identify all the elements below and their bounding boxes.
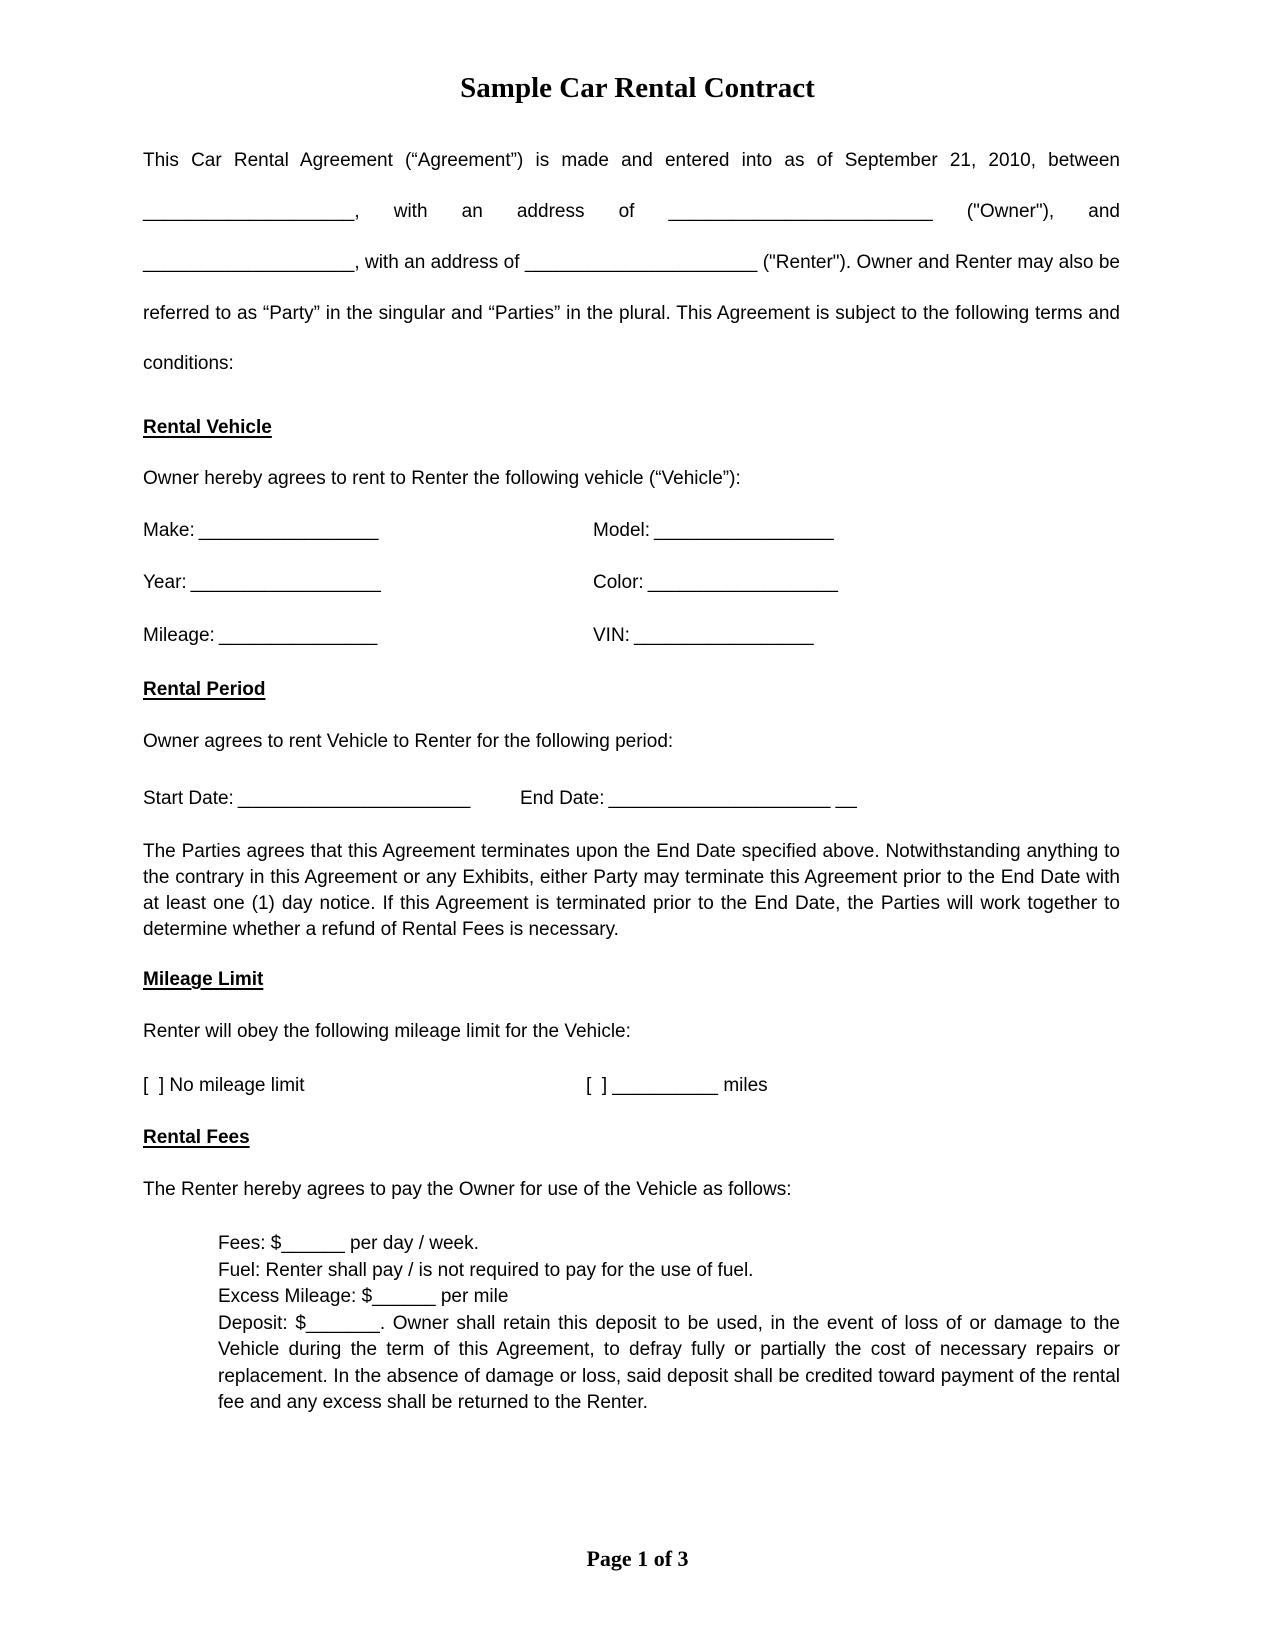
intro-line-5: conditions: [143, 353, 234, 374]
year-blank: __________________ [190, 572, 381, 593]
rental-fees-detail-block [218, 1231, 1120, 1417]
deposit-paragraph: Deposit: $_______. Owner shall retain this deposit to be used, in the event of loss of or damage to the Vehicle during the term of this Agreement, to defray fully or partially the cost of necessary repairs or replacement. In the absence of damage or loss, said deposit shall be credited toward payment of the rental fee and any excess shall be returned to the Renter. [218, 1312, 1120, 1413]
page-number: Page 1 of 3 [586, 1546, 689, 1571]
intro-line-4: referred to as “Party” in the singular and “Parties” in the plural. This Agreement is subject to the following terms and [143, 303, 1120, 324]
section-heading-rental-vehicle [143, 417, 1120, 439]
intro-line-2: ____________________, with an address of _________________________ ("Owner"), and [143, 201, 1120, 222]
vin-label: VIN: [593, 625, 630, 646]
color-field [593, 572, 838, 594]
mileage-limit-heading-text: Mileage Limit [143, 969, 264, 990]
end-date-blank: _____________________ __ [608, 788, 857, 809]
vehicle-mileage-vin-row [143, 625, 1120, 647]
vin-blank: _________________ [633, 625, 814, 646]
start-date-field [143, 788, 470, 809]
end-date-field [520, 788, 857, 810]
mileage-blank: _______________ [218, 625, 378, 646]
rental-period-intro: Owner agrees to rent Vehicle to Renter for the following period: [143, 731, 674, 752]
section-heading-mileage-limit [143, 969, 1120, 991]
fuel-line: Fuel: Renter shall pay / is not required to pay for the use of fuel. [218, 1259, 754, 1281]
mileage-limit-intro: Renter will obey the following mileage limit for the Vehicle: [143, 1021, 631, 1042]
make-field [143, 520, 378, 541]
contract-title: Sample Car Rental Contract [460, 72, 815, 104]
rental-vehicle-intro: Owner hereby agrees to rent to Renter the following vehicle (“Vehicle”): [143, 468, 741, 489]
rental-period-heading-text: Rental Period [143, 679, 266, 700]
start-date-blank: ______________________ [237, 788, 471, 809]
model-blank: _________________ [654, 520, 834, 541]
make-label: Make: [143, 520, 195, 541]
mileage-field [143, 625, 377, 646]
year-label: Year: [143, 572, 187, 593]
fees-line: Fees: $______ per day / week. [218, 1233, 479, 1254]
intro-line-3: ____________________, with an address of ______________________ ("Renter"). Owner and Renter may also be [143, 252, 1120, 273]
make-blank: _________________ [198, 520, 379, 541]
mileage-option-no-limit: [ ] No mileage limit [143, 1075, 305, 1096]
mileage-label: Mileage: [143, 625, 215, 646]
mileage-options-row [143, 1075, 1120, 1097]
start-date-label: Start Date: [143, 788, 234, 809]
model-field [593, 520, 834, 542]
model-label: Model: [593, 520, 651, 541]
rental-fees-intro: The Renter hereby agrees to pay the Owner for use of the Vehicle as follows: [143, 1179, 792, 1200]
rental-fees-heading-text: Rental Fees [143, 1127, 250, 1148]
color-label: Color: [593, 572, 644, 593]
section-heading-rental-period [143, 679, 1120, 701]
rental-vehicle-heading-text: Rental Vehicle [143, 417, 272, 438]
vin-field [593, 625, 814, 647]
excess-mileage-line: Excess Mileage: $______ per mile [218, 1286, 509, 1307]
year-field [143, 572, 381, 593]
end-date-label: End Date: [520, 788, 605, 809]
color-blank: __________________ [647, 572, 838, 593]
vehicle-year-color-row [143, 572, 1120, 594]
mileage-option-miles: [ ] __________ miles [586, 1075, 768, 1096]
intro-line-1: This Car Rental Agreement (“Agreement”) is made and entered into as of September 21, 2010, between [143, 150, 1120, 171]
termination-paragraph: The Parties agrees that this Agreement terminates upon the End Date specified above. Notwithstanding anything to the contrary in this Agreement or any Exhibits, either Party may terminate this Agreement prior to the End Date with at least one (1) day notice. If this Agreement is terminated prior to the End Date, the Parties will work together to determine whether a refund of Rental Fees is necessary. [143, 841, 1120, 940]
vehicle-make-model-row [143, 520, 1120, 542]
section-heading-rental-fees [143, 1127, 1120, 1149]
rental-dates-row [143, 788, 1120, 810]
